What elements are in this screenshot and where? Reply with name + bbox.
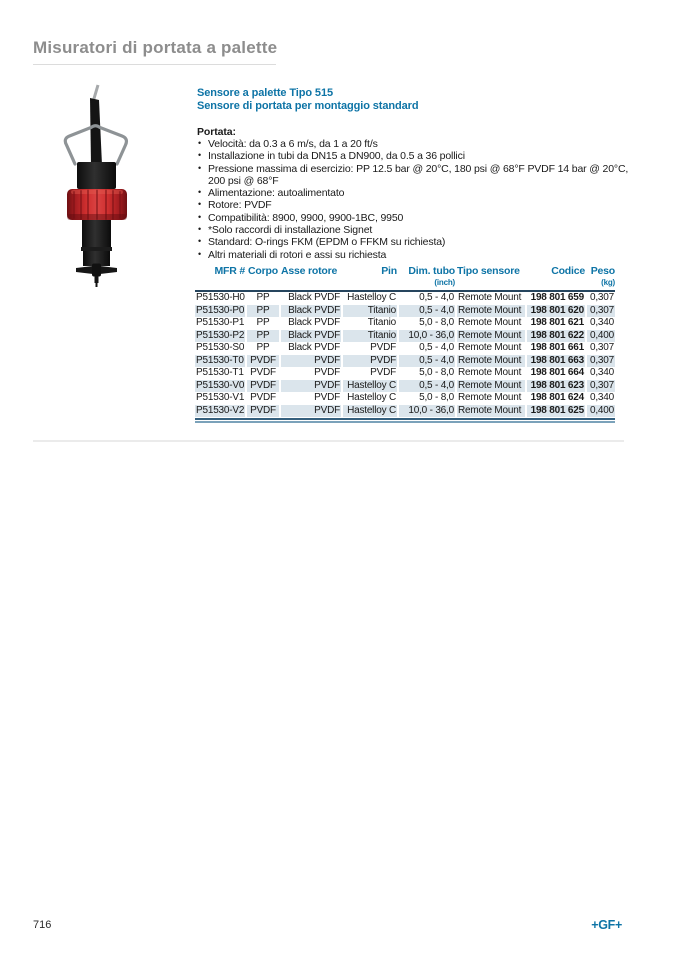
cell-mfr: P51530-V2: [196, 404, 245, 416]
column-header: Asse rotore: [281, 265, 338, 277]
cell-tipo: Remote Mount: [457, 405, 525, 418]
cell-asse: PVDF: [314, 392, 340, 403]
column-header: MFR #: [214, 265, 245, 277]
cell-mfr: P51530-H0: [196, 292, 245, 303]
cell-peso: 0,307: [589, 292, 614, 303]
cell-codice: 198 801 664: [530, 367, 584, 378]
cell-peso: 0,400: [587, 330, 615, 343]
table-row: [195, 405, 615, 418]
cell-asse: Black PVDF: [288, 317, 340, 328]
cell-codice: 198 801 623: [527, 380, 585, 393]
cell-mfr: P51530-V1: [196, 392, 245, 403]
nut-shadow: [67, 214, 127, 220]
table-row: [195, 292, 615, 305]
product-heading-subtitle: Sensore di portata per montaggio standard: [197, 100, 419, 112]
cell-codice: 198 801 624: [530, 392, 584, 403]
cell-mfr: P51530-T0: [196, 354, 244, 366]
cell-mfr: P51530-V0: [196, 379, 245, 391]
cell-corpo: PVDF: [250, 392, 276, 403]
cell-peso: 0,340: [589, 392, 614, 403]
cell-dim: 5,0 - 8,0: [419, 367, 454, 378]
column-header: Peso: [590, 265, 615, 277]
cell-pin: Hastelloy C: [347, 292, 396, 303]
spec-bullet: • Compatibilità: 8900, 9900, 9900-1BC, 9950: [197, 212, 639, 224]
cell-corpo: PVDF: [250, 367, 276, 378]
product-headings: [197, 87, 418, 113]
column-header: Tipo sensore: [457, 265, 520, 277]
table-bottom-rule-1: [195, 418, 615, 420]
cell-pin: Hastelloy C: [343, 405, 397, 418]
cell-dim: 0,5 - 4,0: [419, 342, 454, 353]
cell-dim: 10,0 - 36,0: [399, 405, 455, 418]
cell-dim: 0,5 - 4,0: [399, 355, 455, 368]
cell-corpo: PVDF: [247, 380, 279, 393]
table-row: [195, 342, 615, 355]
cell-peso: 0,307: [587, 305, 615, 318]
cell-peso: 0,400: [587, 405, 615, 418]
table-row: [195, 317, 615, 330]
cell-codice: 198 801 621: [530, 317, 584, 328]
column-subheader: [457, 278, 525, 289]
cell-pin: Titanio: [343, 305, 397, 318]
table-row: [195, 367, 615, 380]
page-title: Misuratori di portata a palette: [33, 38, 278, 57]
spec-bullet: • Velocità: da 0.3 a 6 m/s, da 1 a 20 ft/s: [197, 138, 639, 150]
sensor-body-top: [77, 162, 116, 189]
sensor-stem: [82, 220, 111, 250]
cell-pin: Hastelloy C: [343, 380, 397, 393]
cell-codice: 198 801 661: [530, 342, 584, 353]
title-underline: [33, 64, 276, 65]
cell-pin: Titanio: [343, 330, 397, 343]
cable: [90, 98, 102, 165]
paddle-left: [76, 266, 93, 274]
cell-tipo: Remote Mount: [457, 355, 525, 368]
spec-bullet-list: [197, 138, 639, 261]
table-body: [195, 292, 615, 417]
cell-dim: 0,5 - 4,0: [399, 380, 455, 393]
spec-bullet: • Installazione in tubi da DN15 a DN900, da 0.5 a 36 pollici: [197, 150, 639, 162]
cell-mfr: P51530-S0: [196, 342, 245, 353]
column-header: Codice: [551, 265, 585, 277]
column-header: Dim. tubo: [408, 265, 455, 277]
spec-bullet: • Alimentazione: autoalimentato: [197, 187, 639, 199]
cell-codice: 198 801 659: [530, 292, 584, 303]
cell-codice: 198 801 625: [527, 405, 585, 418]
cell-peso: 0,307: [587, 355, 615, 368]
cell-corpo: PP: [247, 305, 279, 318]
cell-tipo: Remote Mount: [457, 380, 525, 393]
cell-pin: PVDF: [370, 367, 396, 378]
cell-codice: 198 801 620: [527, 305, 585, 318]
product-table: [195, 264, 615, 423]
table-row: [195, 355, 615, 368]
spec-bullet: • Pressione massima di esercizio: PP 12.5 bar @ 20°C, 180 psi @ 68°F PVDF 14 bar @ 20°C, 200 psi @ 68°F: [197, 163, 639, 188]
cell-peso: 0,340: [589, 367, 614, 378]
cell-asse: PVDF: [281, 405, 341, 418]
table-bottom-rule-2: [195, 421, 615, 423]
paddle-pin-tip: [96, 283, 98, 287]
cell-tipo: Remote Mount: [457, 330, 525, 343]
cell-tipo: Remote Mount: [457, 305, 525, 318]
table-row: [195, 380, 615, 393]
column-subheader: (inch): [434, 278, 455, 287]
cell-corpo: PP: [256, 292, 270, 303]
column-subheader: (kg): [601, 278, 615, 287]
cell-asse: PVDF: [281, 355, 341, 368]
spec-bullet: • Standard: O-rings FKM (EPDM o FFKM su richiesta): [197, 236, 639, 248]
column-header: Corpo: [248, 265, 278, 277]
spec-bullet: • *Solo raccordi di installazione Signet: [197, 224, 639, 236]
cell-corpo: PVDF: [247, 405, 279, 418]
footer-brand-logo: +GF+: [591, 918, 622, 932]
column-subheader: [195, 278, 245, 289]
paddle-right: [100, 266, 117, 274]
cell-asse: Black PVDF: [281, 330, 341, 343]
cell-asse: Black PVDF: [281, 305, 341, 318]
cell-pin: PVDF: [370, 342, 396, 353]
section-label-portata: Portata:: [197, 126, 236, 138]
cell-corpo: PVDF: [247, 355, 279, 368]
cell-pin: Hastelloy C: [347, 392, 396, 403]
cell-mfr: P51530-P1: [196, 317, 245, 328]
cell-corpo: PP: [247, 330, 279, 343]
spec-bullet: • Rotore: PVDF: [197, 199, 639, 211]
column-subheader: [247, 278, 279, 289]
cell-asse: Black PVDF: [288, 292, 340, 303]
column-subheader: [343, 278, 397, 289]
paddle-hub: [92, 264, 101, 277]
page-divider-line: [33, 440, 624, 442]
cell-corpo: PP: [256, 317, 270, 328]
cell-peso: 0,307: [587, 380, 615, 393]
cell-mfr: P51530-P0: [196, 304, 245, 316]
column-subheader: [281, 278, 341, 289]
spec-bullet: • Altri materiali di rotori e assi su richiesta: [197, 249, 639, 261]
cell-tipo: Remote Mount: [458, 392, 522, 403]
table-row: [195, 330, 615, 343]
cell-asse: PVDF: [314, 367, 340, 378]
cell-tipo: Remote Mount: [458, 342, 522, 353]
product-photo-paddle-flow-sensor: [40, 80, 190, 295]
cell-peso: 0,307: [589, 342, 614, 353]
cell-pin: Titanio: [367, 317, 396, 328]
cell-corpo: PP: [256, 342, 270, 353]
cell-codice: 198 801 663: [527, 355, 585, 368]
column-header: Pin: [381, 265, 397, 277]
table-row: [195, 305, 615, 318]
table-header-subrow: [195, 278, 615, 289]
cell-tipo: Remote Mount: [458, 367, 522, 378]
cell-dim: 5,0 - 8,0: [419, 392, 454, 403]
cell-pin: PVDF: [343, 355, 397, 368]
table-header-row: [195, 264, 615, 278]
cell-mfr: P51530-T1: [196, 367, 244, 378]
cell-dim: 0,5 - 4,0: [399, 305, 455, 318]
product-heading-type: Sensore a palette Tipo 515: [197, 87, 333, 99]
cell-tipo: Remote Mount: [458, 317, 522, 328]
table-row: [195, 392, 615, 405]
cell-asse: Black PVDF: [288, 342, 340, 353]
stem-ridge: [81, 247, 112, 251]
cell-dim: 5,0 - 8,0: [419, 317, 454, 328]
cell-dim: 10,0 - 36,0: [399, 330, 455, 343]
cell-dim: 0,5 - 4,0: [419, 292, 454, 303]
paddle-pin: [95, 276, 99, 283]
cell-codice: 198 801 622: [527, 330, 585, 343]
cell-asse: PVDF: [281, 380, 341, 393]
footer-page-number: 716: [33, 919, 52, 931]
cell-peso: 0,340: [589, 317, 614, 328]
column-subheader: [527, 278, 585, 289]
cell-tipo: Remote Mount: [458, 292, 522, 303]
cell-mfr: P51530-P2: [196, 329, 245, 341]
